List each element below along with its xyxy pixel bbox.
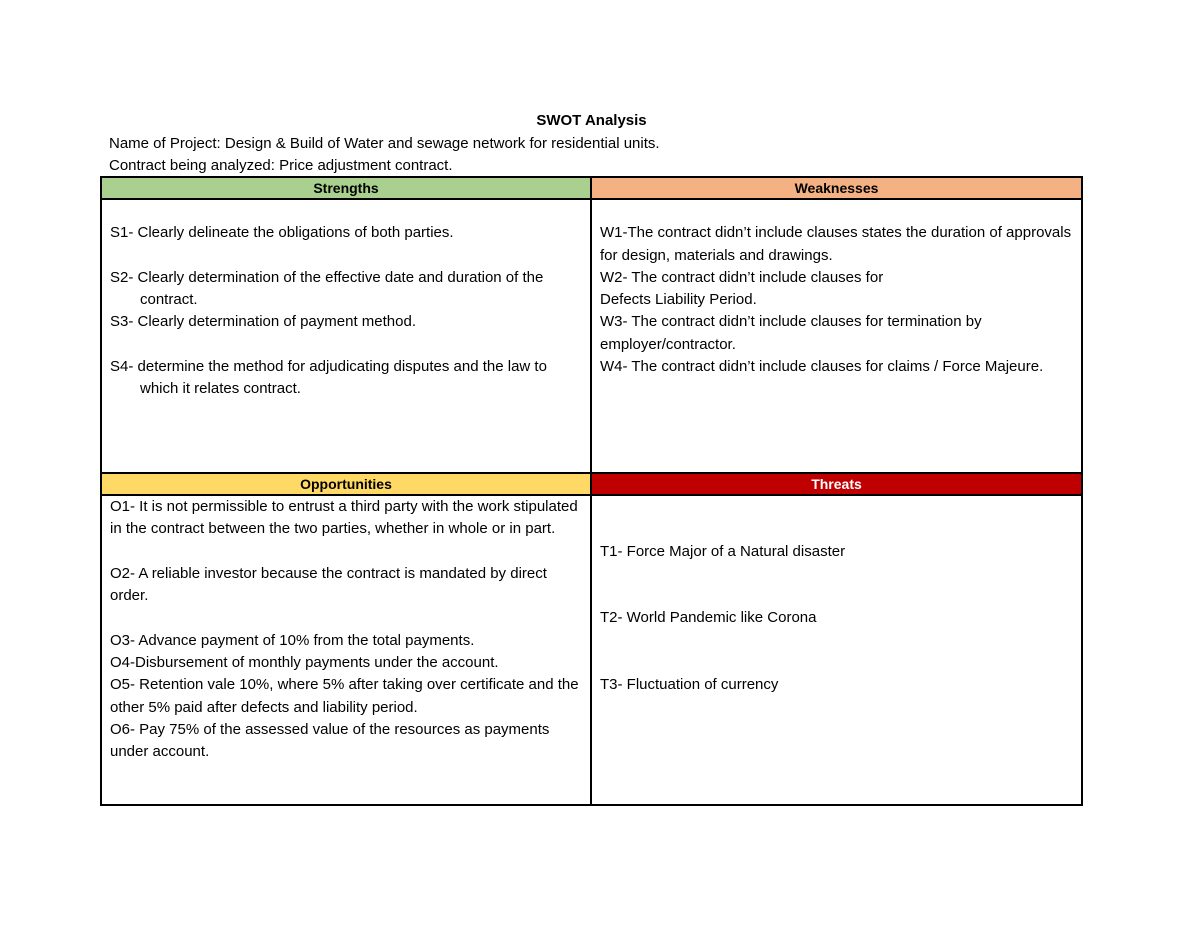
- strength-item: S2- Clearly determination of the effective date and duration of the contract.: [110, 268, 544, 309]
- threat-item: T3- Fluctuation of currency: [600, 676, 779, 694]
- weaknesses-cell: [591, 199, 1082, 473]
- weakness-item: W3- The contract didn’t include clauses for termination by employer/contractor.: [600, 313, 982, 353]
- opportunities-header: Opportunities: [101, 473, 591, 495]
- threat-item: T1- Force Major of a Natural disaster: [600, 542, 846, 560]
- header-row-top: [101, 177, 1082, 199]
- opportunity-item: O6- Pay 75% of the assessed value of the resources as payments under account.: [110, 720, 550, 761]
- body-row-bottom: [101, 495, 1082, 805]
- contract-line: Contract being analyzed: Price adjustment contract.: [109, 157, 453, 174]
- strengths-cell: [101, 199, 591, 473]
- header-row-bottom: [101, 473, 1082, 495]
- strengths-header: Strengths: [101, 177, 591, 199]
- strength-item: S3- Clearly determination of payment method.: [110, 313, 416, 331]
- page-title: SWOT Analysis: [536, 112, 647, 129]
- project-name-line: Name of Project: Design & Build of Water and sewage network for residential units.: [109, 135, 660, 152]
- strength-item: S4- determine the method for adjudicating disputes and the law to which it relates contract.: [110, 358, 547, 398]
- threats-header: Threats: [591, 473, 1082, 495]
- opportunity-item: O1- It is not permissible to entrust a third party with the work stipulated in the contract between the two parties, whether in whole or in part.: [110, 498, 578, 538]
- opportunity-item: O2- A reliable investor because the contract is mandated by direct order.: [110, 564, 547, 605]
- weakness-item: W1-The contract didn’t include clauses states the duration of approvals for design, materials and drawings.: [600, 224, 1072, 264]
- opportunity-item: O3- Advance payment of 10% from the total payments.: [110, 631, 475, 649]
- threat-item: T2- World Pandemic like Corona: [600, 609, 817, 627]
- weakness-item: W2- The contract didn’t include clauses for: [600, 268, 884, 286]
- threats-cell: [591, 495, 1082, 805]
- body-row-top: [101, 199, 1082, 473]
- weaknesses-header: Weaknesses: [591, 177, 1082, 199]
- weakness-item: W4- The contract didn’t include clauses for claims / Force Majeure.: [600, 358, 1044, 376]
- opportunities-cell: [101, 495, 591, 805]
- opportunity-item: O5- Retention vale 10%, where 5% after taking over certificate and the other 5% paid after defects and liability period.: [110, 676, 579, 716]
- swot-table: [100, 176, 1083, 806]
- weakness-item: Defects Liability Period.: [600, 291, 757, 309]
- strength-item: S1- Clearly delineate the obligations of both parties.: [110, 224, 454, 242]
- opportunity-item: O4-Disbursement of monthly payments under the account.: [110, 654, 499, 672]
